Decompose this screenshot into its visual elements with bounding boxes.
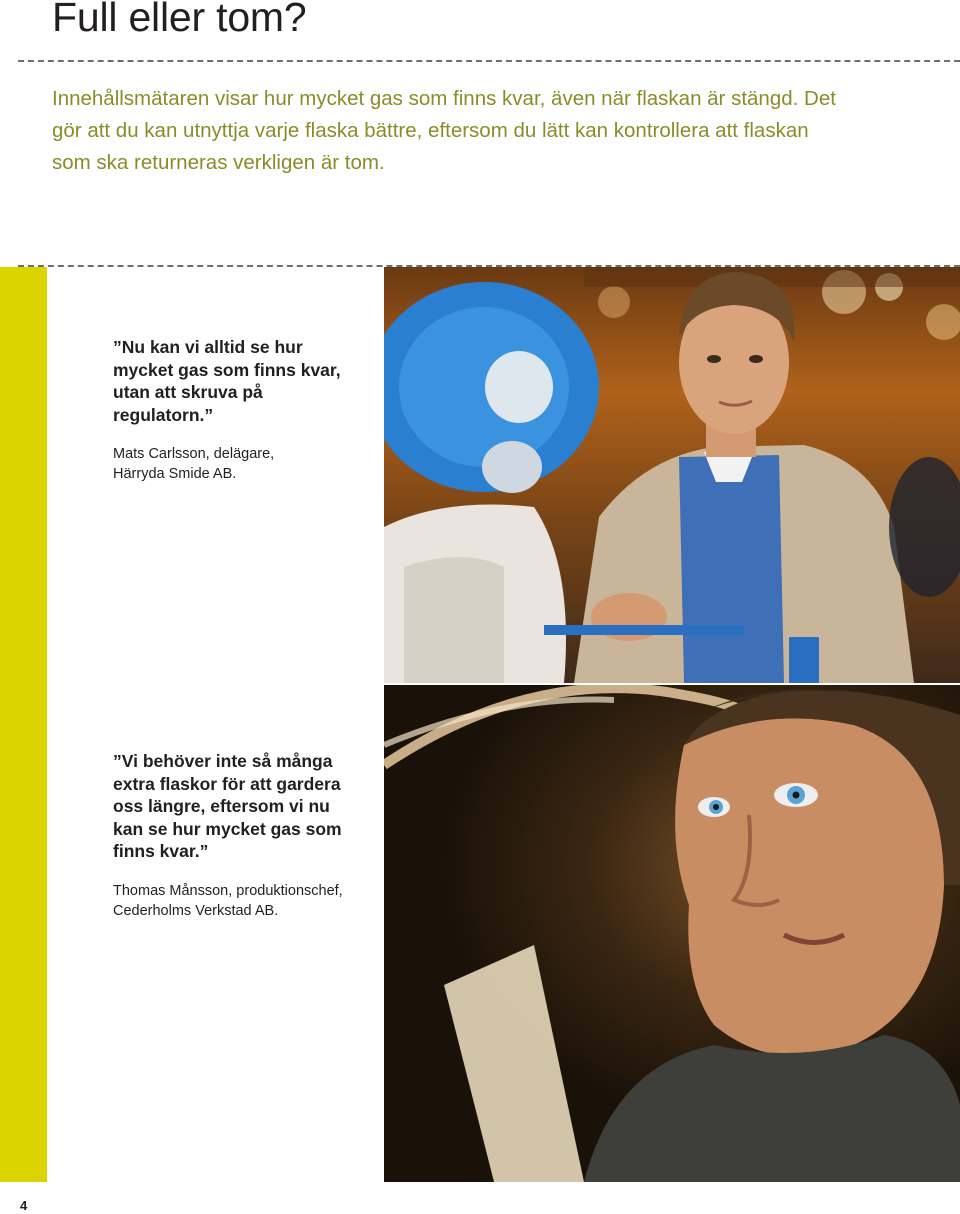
page-number: 4 (20, 1198, 28, 1213)
testimonial-attribution (113, 881, 363, 921)
page-title: Full eller tom? (52, 0, 307, 40)
testimonial-quote: ”Nu kan vi alltid se hur mycket gas som finns kvar, utan att skruva på regulatorn.” (113, 337, 341, 425)
attribution-line: Cederholms Verkstad AB. (113, 902, 279, 919)
photo-workshop-worker (384, 267, 960, 683)
accent-bar (0, 267, 47, 1182)
photo-workshop-worker-illustration (384, 267, 960, 683)
testimonial-1 (113, 336, 363, 484)
attribution-line: Thomas Månsson, produktionschef, (113, 882, 343, 899)
dashed-divider-top (18, 60, 960, 62)
testimonial-quote: ”Vi behöver inte så många extra flaskor för att gardera oss längre, eftersom vi nu kan se hur mycket gas som finns kvar.” (113, 751, 342, 861)
intro-paragraph: Innehållsmätaren visar hur mycket gas som finns kvar, även när flaskan är stängd. Det gör att du kan utnyttja varje flaska bättre, eftersom du lätt kan kontrollera att flaskan som ska returneras verkligen är tom. (52, 87, 836, 174)
photo-closeup-inspector-illustration (384, 685, 960, 1182)
attribution-line: Härryda Smide AB. (113, 466, 237, 482)
attribution-line: Mats Carlsson, delägare, (113, 446, 275, 462)
testimonial-attribution (113, 444, 363, 484)
photo-closeup-inspector (384, 685, 960, 1182)
testimonial-2 (113, 750, 363, 921)
